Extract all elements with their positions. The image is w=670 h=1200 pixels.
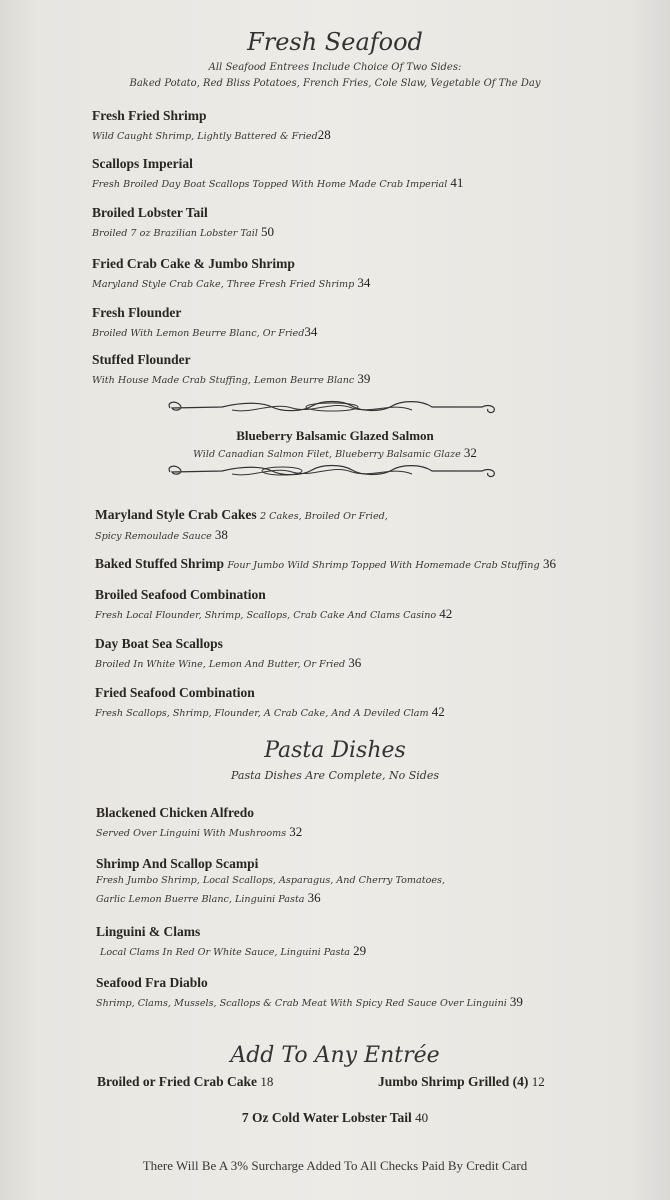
item-price: 34: [304, 324, 318, 339]
item-name: Fresh Fried Shrimp: [92, 108, 207, 123]
section-title-pasta: Pasta Dishes: [264, 738, 406, 763]
item-price: 39: [509, 994, 523, 1009]
item-price: 42: [439, 606, 453, 621]
menu-item: [96, 856, 445, 906]
menu-item: [96, 805, 302, 840]
addon-jumbo-shrimp: Jumbo Shrimp Grilled (4) 12: [378, 1074, 545, 1089]
item-price: 38: [214, 527, 228, 542]
menu-item: [96, 975, 523, 1010]
item-description-inline: Four Jumbo Wild Shrimp Topped With Homemade Crab Stuffing: [227, 560, 540, 571]
item-description: Wild Caught Shrimp, Lightly Battered & Fried28: [92, 127, 331, 142]
section-title-seafood: Fresh Seafood: [247, 28, 423, 56]
item-price: 29: [353, 943, 367, 958]
menu-item: [95, 587, 452, 622]
item-price: 39: [357, 371, 371, 386]
item-name: Fried Seafood Combination: [95, 685, 255, 700]
item-price: 28: [317, 127, 331, 142]
item-description: Fresh Broiled Day Boat Scallops Topped With Home Made Crab Imperial 41: [92, 175, 464, 190]
item-name: Stuffed Flounder: [92, 352, 191, 367]
item-price: 41: [450, 175, 464, 190]
menu-item: [92, 305, 317, 340]
pasta-note: Pasta Dishes Are Complete, No Sides: [231, 769, 439, 782]
menu-item: [95, 556, 556, 572]
item-description: Broiled In White Wine, Lemon And Butter, Or Fried 36: [95, 655, 362, 670]
item-name: Baked Stuffed Shrimp Four Jumbo Wild Shrimp Topped With Homemade Crab Stuffing 36: [95, 556, 556, 571]
item-description: Maryland Style Crab Cake, Three Fresh Fried Shrimp 34: [92, 275, 371, 290]
item-name: Seafood Fra Diablo: [96, 975, 208, 990]
menu-item: [95, 636, 361, 671]
item-description-line2: Garlic Lemon Buerre Blanc, Linguini Pasta 36: [96, 890, 321, 905]
item-price: 36: [348, 655, 362, 670]
menu-item: [95, 685, 445, 720]
item-name: Shrimp And Scallop Scampi: [96, 856, 259, 871]
menu-item: [92, 156, 463, 191]
item-name: Broiled Seafood Combination: [95, 587, 266, 602]
item-name: Broiled Lobster Tail: [92, 205, 208, 220]
addon-price: 18: [260, 1074, 274, 1089]
item-description: Served Over Linguini With Mushrooms 32: [96, 824, 303, 839]
item-name: Linguini & Clams: [96, 924, 201, 939]
item-description: Fresh Local Flounder, Shrimp, Scallops, Crab Cake And Clams Casino 42: [95, 606, 453, 621]
item-price: 36: [542, 556, 556, 571]
item-price: 42: [431, 704, 445, 719]
menu-item: [92, 205, 274, 240]
featured-item-price: 32: [463, 445, 477, 460]
addon-price: 40: [415, 1110, 429, 1125]
item-price: 36: [307, 890, 321, 905]
item-name: Day Boat Sea Scallops: [95, 636, 223, 651]
addon-lobster-tail: 7 Oz Cold Water Lobster Tail 40: [241, 1110, 429, 1125]
item-name: Scallops Imperial: [92, 156, 193, 171]
seafood-sides-list: Baked Potato, Red Bliss Potatoes, French Fries, Cole Slaw, Vegetable Of The Day: [129, 78, 541, 89]
item-price: 34: [357, 275, 371, 290]
addon-crab-cake: Broiled or Fried Crab Cake 18: [97, 1074, 274, 1089]
item-name: Blackened Chicken Alfredo: [96, 805, 255, 820]
item-description: Fresh Jumbo Shrimp, Local Scallops, Asparagus, And Cherry Tomatoes,: [96, 875, 446, 886]
menu-item: [96, 924, 366, 959]
item-price: 50: [260, 224, 274, 239]
featured-item-name: Blueberry Balsamic Glazed Salmon: [236, 428, 434, 443]
item-description: Spicy Remoulade Sauce 38: [95, 527, 228, 542]
seafood-sides-note: All Seafood Entrees Include Choice Of Two Sides:: [208, 62, 462, 73]
item-name: Fresh Flounder: [92, 305, 182, 320]
flourish-divider-top: [162, 396, 502, 418]
item-description: Broiled 7 oz Brazilian Lobster Tail 50: [92, 224, 274, 239]
item-name: Fried Crab Cake & Jumbo Shrimp: [92, 256, 295, 271]
item-description: Shrimp, Clams, Mussels, Scallops & Crab Meat With Spicy Red Sauce Over Linguini 39: [96, 994, 523, 1009]
flourish-divider-bottom: [162, 460, 502, 482]
item-description: Broiled With Lemon Beurre Blanc, Or Fried34: [92, 324, 318, 339]
menu-item: [92, 256, 370, 291]
item-description: Local Clams In Red Or White Sauce, Linguini Pasta 29: [100, 943, 367, 958]
item-name: Maryland Style Crab Cakes 2 Cakes, Broiled Or Fried,: [95, 507, 388, 522]
item-price: 32: [289, 824, 303, 839]
featured-item-description: Wild Canadian Salmon Filet, Blueberry Balsamic Glaze 32: [193, 445, 477, 460]
item-description: Fresh Scallops, Shrimp, Flounder, A Crab Cake, And A Deviled Clam 42: [95, 704, 445, 719]
menu-item: [95, 507, 388, 543]
menu-item: [92, 108, 331, 143]
addon-price: 12: [531, 1074, 545, 1089]
credit-card-surcharge-note: There Will Be A 3% Surcharge Added To All Checks Paid By Credit Card: [142, 1158, 528, 1173]
menu-item: [92, 352, 370, 387]
section-title-addons: Add To Any Entrée: [230, 1043, 440, 1068]
item-description: With House Made Crab Stuffing, Lemon Beurre Blanc 39: [92, 371, 371, 386]
item-description-inline: 2 Cakes, Broiled Or Fried,: [260, 511, 388, 522]
